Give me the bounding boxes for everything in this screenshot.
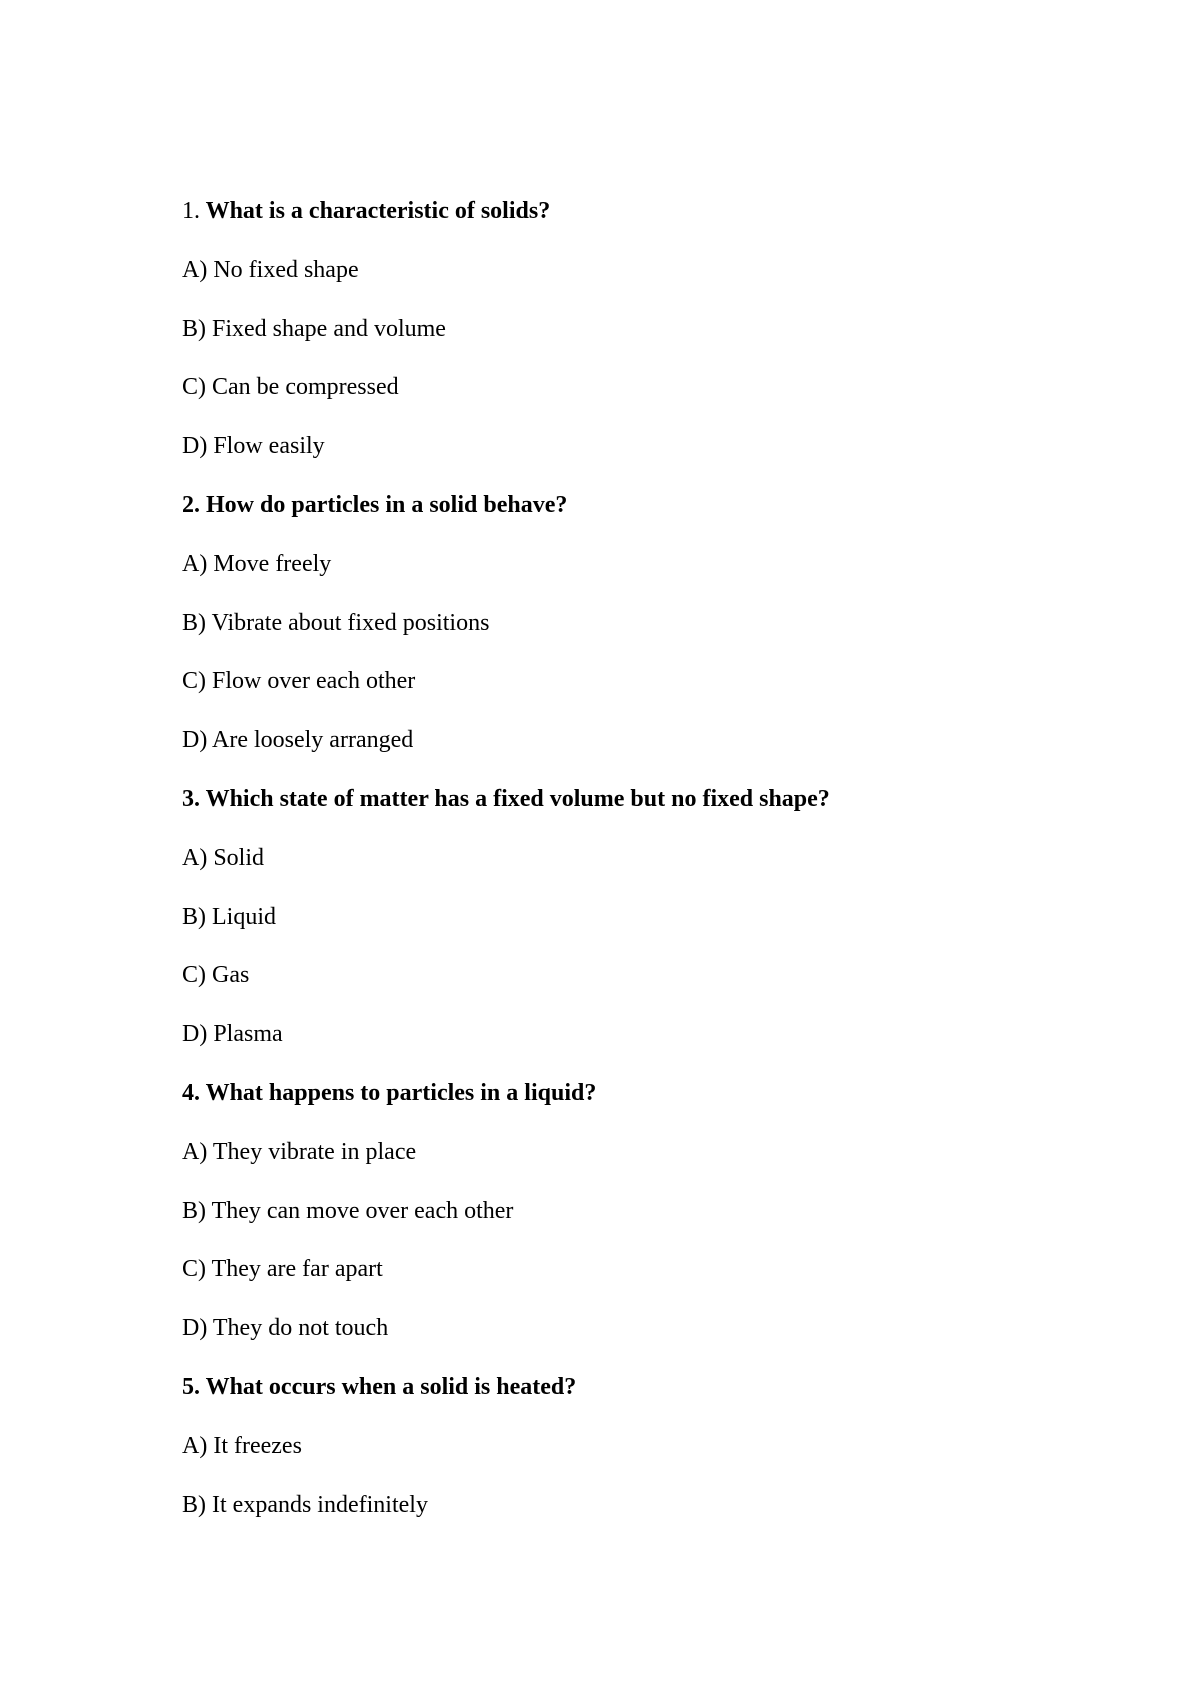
option-b: B) It expands indefinitely [182, 1491, 428, 1518]
question-text: What is a characteristic of solids? [205, 198, 551, 224]
option-c: C) They are far apart [182, 1256, 383, 1283]
question-1 [182, 196, 1122, 226]
question-text: How do particles in a solid behave? [206, 491, 568, 518]
question-number: 1. [182, 198, 200, 224]
option-c: C) Gas [182, 962, 250, 989]
option-b: B) Fixed shape and volume [182, 315, 446, 342]
quiz-content [182, 196, 1122, 1548]
question-text: What happens to particles in a liquid? [205, 1079, 597, 1106]
option-c: C) Can be compressed [182, 374, 399, 401]
question-4 [182, 1078, 1122, 1108]
option-b: B) Vibrate about fixed positions [182, 609, 490, 636]
question-3 [182, 784, 1122, 814]
question-text: What occurs when a solid is heated? [205, 1373, 577, 1400]
question-number: 5. [182, 1373, 200, 1400]
option-a: A) They vibrate in place [182, 1138, 417, 1165]
question-2 [182, 490, 1122, 520]
question-number: 3. [182, 785, 200, 812]
option-a: A) Solid [182, 844, 265, 871]
option-a: A) No fixed shape [182, 256, 359, 283]
option-c: C) Flow over each other [182, 668, 416, 695]
question-number: 4. [182, 1079, 200, 1106]
option-d: D) They do not touch [182, 1315, 389, 1342]
question-5 [182, 1372, 1122, 1402]
question-number: 2. [182, 491, 200, 518]
option-d: D) Plasma [182, 1021, 283, 1048]
option-b: B) Liquid [182, 903, 276, 930]
question-text: Which state of matter has a fixed volume but no fixed shape? [205, 785, 830, 812]
option-a: A) It freezes [182, 1432, 302, 1459]
option-d: D) Are loosely arranged [182, 727, 414, 754]
option-b: B) They can move over each other [182, 1197, 514, 1224]
option-d: D) Flow easily [182, 433, 325, 460]
option-a: A) Move freely [182, 550, 332, 577]
